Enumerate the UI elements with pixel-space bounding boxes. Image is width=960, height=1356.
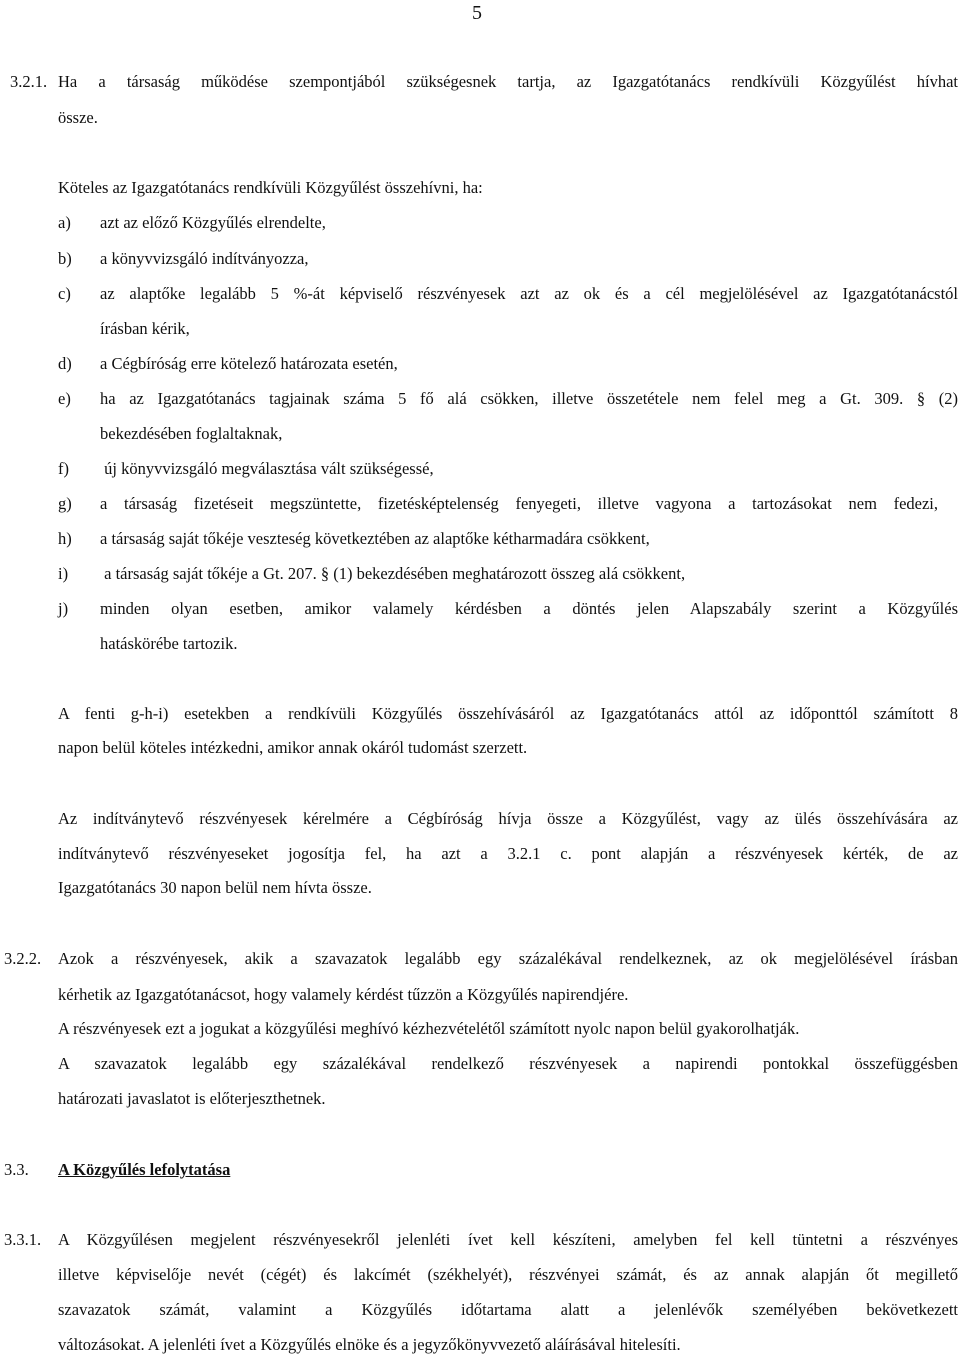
- list-item-text: a társaság saját tőkéje a Gt. 207. § (1) bekezdésében meghatározott összeg alá csökkent,: [100, 564, 686, 583]
- list-item-label: e): [58, 389, 71, 408]
- list-item-text: a társaság saját tőkéje veszteség következtében az alaptőke kétharmadára csökkent,: [100, 529, 650, 548]
- list-item-text: a könyvvizsgáló indítványozza,: [100, 249, 309, 268]
- list-item-text: bekezdésében foglaltaknak,: [100, 424, 283, 443]
- list-item-text: azt az előző Közgyűlés elrendelte,: [100, 213, 326, 232]
- section-heading: A Közgyűlés lefolytatása: [58, 1160, 231, 1179]
- list-item-label: d): [58, 354, 72, 373]
- paragraph-line: A részvényesek ezt a jogukat a közgyűlési meghívó kézhezvételétől számított nyolc napon belül gyakorolhatják.: [58, 1019, 800, 1038]
- paragraph-line: kérhetik az Igazgatótanácsot, hogy valamely kérdést tűzzön a Közgyűlés napirendjére.: [58, 985, 629, 1004]
- list-intro: Köteles az Igazgatótanács rendkívüli Közgyűlést összehívni, ha:: [58, 178, 483, 197]
- paragraph-line: illetve képviselője nevét (cégét) és lakcímét (székhelyét), részvényei számát, és az annak alapján őt megillető: [58, 1265, 958, 1284]
- list-item-text: írásban kérik,: [100, 319, 190, 338]
- list-item-text: minden olyan esetben, amikor valamely kérdésben a döntés jelen Alapszabály szerint a Közgyűlés: [100, 599, 958, 618]
- paragraph-line: Azok a részvényesek, akik a szavazatok legalább egy százalékával rendelkeznek, az ok megjelölésével írásban: [58, 949, 958, 968]
- list-item-text: hatáskörébe tartozik.: [100, 634, 238, 653]
- section-number: 3.3.1.: [4, 1230, 42, 1249]
- list-item-label: a): [58, 213, 71, 232]
- paragraph-line: A Közgyűlésen megjelent részvényesekről jelenléti ívet kell készíteni, amelyben fel kell tüntetni a részvényes: [58, 1230, 958, 1249]
- paragraph-line: Az indítványtevő részvényesek kérelmére a Cégbíróság hívja össze a Közgyűlést, vagy az ülés összehívására az: [58, 809, 958, 828]
- paragraph-line: A szavazatok legalább egy százalékával rendelkező részvényesek a napirendi pontokkal összefüggésben: [58, 1054, 958, 1073]
- paragraph-line: napon belül köteles intézkedni, amikor annak okáról tudomást szerzett.: [58, 738, 528, 757]
- paragraph-line: A fenti g-h-i) esetekben a rendkívüli Közgyűlés összehívásáról az Igazgatótanács attól az időponttól számított 8: [58, 704, 958, 723]
- list-item-label: h): [58, 529, 72, 548]
- paragraph-line: változásokat. A jelenléti ívet a Közgyűlés elnöke és a jegyzőkönyvvezető aláírásával hitelesíti.: [58, 1335, 681, 1354]
- list-item-label: c): [58, 284, 71, 303]
- paragraph-line: szavazatok számát, valamint a Közgyűlés időtartama alatt a jelenlévők személyében bekövetkezett: [58, 1300, 958, 1319]
- paragraph-line: Igazgatótanács 30 napon belül nem hívta össze.: [58, 878, 372, 897]
- list-item-text: új könyvvizsgáló megválasztása vált szükségessé,: [100, 459, 434, 478]
- list-item-text: az alaptőke legalább 5 %-át képviselő részvényesek azt az ok és a cél megjelölésével az Igazgatótanácstól: [100, 284, 958, 303]
- page-number: 5: [472, 2, 482, 24]
- paragraph-line: össze.: [58, 108, 98, 127]
- paragraph-line: indítványtevő részvényeseket jogosítja fel, ha azt a 3.2.1 c. pont alapján a részvényesek kérték, de az: [58, 844, 958, 863]
- section-number: 3.2.1.: [10, 72, 48, 91]
- list-item-label: f): [58, 459, 69, 478]
- paragraph-line: Ha a társaság működése szempontjából szükségesnek tartja, az Igazgatótanács rendkívüli Közgyűlést hívhat: [58, 72, 958, 91]
- list-item-text: ha az Igazgatótanács tagjainak száma 5 fő alá csökken, illetve összetétele nem felel meg a Gt. 309. § (2): [100, 389, 958, 408]
- section-number: 3.2.2.: [4, 949, 42, 968]
- list-item-text: a társaság fizetéseit megszüntette, fizetésképtelenség fenyegeti, illetve vagyona a tartozásokat nem fedezi,: [100, 494, 938, 513]
- list-item-label: i): [58, 564, 69, 583]
- paragraph-line: határozati javaslatot is előterjeszthetnek.: [58, 1089, 326, 1108]
- section-number: 3.3.: [4, 1160, 29, 1179]
- list-item-label: j): [58, 599, 69, 618]
- list-item-label: g): [58, 494, 72, 513]
- list-item-label: b): [58, 249, 72, 268]
- list-item-text: a Cégbíróság erre kötelező határozata esetén,: [100, 354, 398, 373]
